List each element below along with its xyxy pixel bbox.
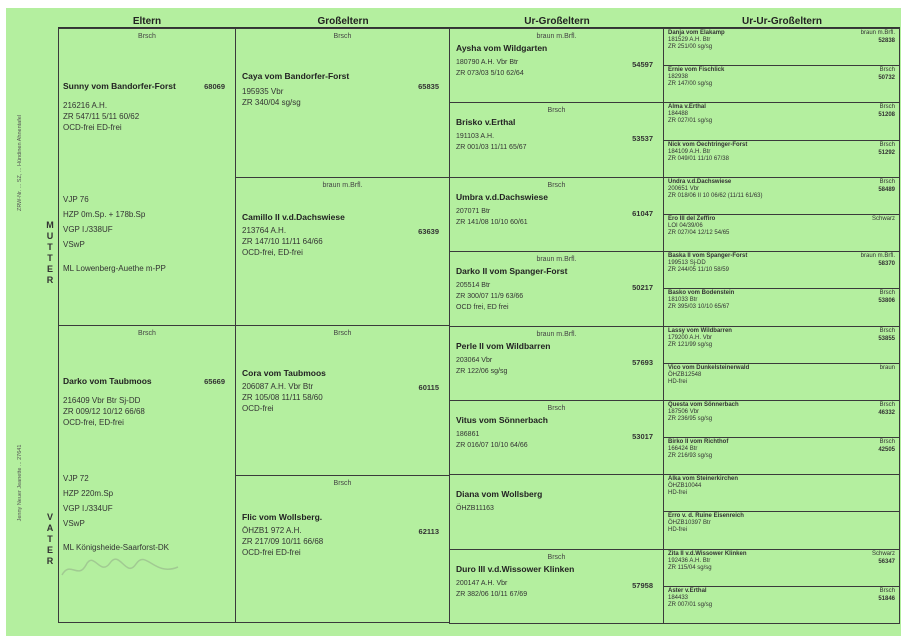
line-1: 184109 A.H. Btr xyxy=(668,148,711,155)
coat-color: Brsch xyxy=(333,33,352,40)
line-1: ÖHZB10044 xyxy=(668,483,702,490)
mutter-label: M U T T E R xyxy=(46,220,54,285)
great-great-grandparent-10 xyxy=(663,363,900,401)
animal-entry xyxy=(668,290,843,311)
animal-name: Zita II v.d.Wissower Klinken xyxy=(668,550,747,557)
header-eltern: Eltern xyxy=(58,16,236,28)
animal-entry xyxy=(242,71,445,108)
line-1: 192436 A.H. Btr xyxy=(668,557,711,564)
animal-name: Perle II vom Wildbarren xyxy=(456,340,551,351)
left-margin xyxy=(6,8,38,636)
line-1: 213764 A.H. xyxy=(242,226,287,235)
animal-name: Basko vom Bodenstein xyxy=(668,290,735,297)
reg-number: 53017 xyxy=(632,431,653,441)
perf-item: HZP 0m.Sp. + 178b.Sp xyxy=(63,210,146,219)
coat-color: Brsch xyxy=(333,480,352,487)
reg-number: 57958 xyxy=(632,580,653,590)
coat-color: Brsch xyxy=(333,330,352,337)
reg-number: 68069 xyxy=(204,82,225,91)
reg-number: 53537 xyxy=(632,134,653,144)
line-2: ZR 244/05 11/10 58/59 xyxy=(668,267,729,274)
reg-number: 46332 xyxy=(878,409,895,416)
animal-name: Vico vom Dunkelsteinerwald xyxy=(668,364,750,371)
line-3: OCD-frei, ED-frei xyxy=(63,418,124,427)
animal-entry xyxy=(456,43,659,79)
line-2: ZR 122/06 sg/sg xyxy=(456,367,508,375)
grandparent-3 xyxy=(235,325,450,476)
great-grandparent-3 xyxy=(449,177,664,252)
animal-entry xyxy=(456,564,659,600)
line-1: ÖHZB10397 Btr xyxy=(668,520,711,527)
line-1: LOI 04/39/06 xyxy=(668,222,703,229)
line-1: 181033 Btr xyxy=(668,297,698,304)
reg-number: 57693 xyxy=(632,357,653,367)
line-1: ÖHZB11163 xyxy=(456,505,494,513)
animal-name: Baska II vom Spanger-Forst xyxy=(668,253,748,260)
line-3: OCD-frei ED-frei xyxy=(242,548,301,557)
animal-name: Diana vom Wollsberg xyxy=(456,489,543,500)
line-2: ZR 251/00 sg/sg xyxy=(668,44,713,50)
reg-number: 51292 xyxy=(878,149,895,156)
reg-number: 62113 xyxy=(418,527,439,536)
line-2: ZR 027/04 12/12 54/65 xyxy=(668,229,730,236)
reg-number: 50217 xyxy=(632,283,653,293)
line-1: 207071 Btr xyxy=(456,207,491,215)
perf-item: HZP 220m.Sp xyxy=(63,489,114,498)
animal-entry xyxy=(668,142,843,163)
great-great-grandparent-8 xyxy=(663,288,900,326)
great-grandparent-4 xyxy=(449,251,664,326)
line-1: 184488 xyxy=(668,111,689,118)
animal-name: Flic vom Wollsberg. xyxy=(242,512,323,522)
animal-name: Alka vom Steinerkirchen xyxy=(668,476,739,483)
reg-number: 65835 xyxy=(418,82,439,91)
line-2: ZR 018/06 II 10 06/62 (11/11 61/63) xyxy=(668,192,763,199)
line-1: 206087 A.H. Vbr Btr xyxy=(242,382,314,391)
animal-entry xyxy=(668,216,843,237)
line-2: ZR 115/04 sg/sg xyxy=(668,564,712,571)
reg-number: 65669 xyxy=(204,377,225,386)
animal-name: Ernie vom Fischlick xyxy=(668,67,725,74)
line-2: ZR 027/01 sg/sg xyxy=(668,118,713,125)
animal-entry xyxy=(456,415,659,451)
line-1: 181529 A.H. Btr xyxy=(668,37,711,43)
animal-name: Duro III v.d.Wissower Klinken xyxy=(456,563,575,574)
animal-entry xyxy=(668,328,843,349)
animal-name: Vitus vom Sönnerbach xyxy=(456,414,548,425)
animal-name: Darko II vom Spanger-Forst xyxy=(456,266,568,277)
great-great-grandparent-2 xyxy=(663,65,900,103)
great-great-grandparent-16 xyxy=(663,586,900,624)
line-1: 187506 Vbr xyxy=(668,408,700,415)
coat-color: Brsch xyxy=(138,330,156,337)
great-great-grandparent-3 xyxy=(663,102,900,140)
animal-entry xyxy=(668,439,843,460)
great-great-grandparent-13 xyxy=(663,474,900,512)
animal-entry xyxy=(668,253,843,274)
great-great-grandparent-5 xyxy=(663,177,900,215)
line-2: ZR 236/95 sg/sg xyxy=(668,415,713,422)
great-great-grandparent-7 xyxy=(663,251,900,289)
animal-name: Aysha vom Wildgarten xyxy=(456,43,548,53)
animal-entry xyxy=(63,81,231,133)
coat-color: Brsch xyxy=(547,181,566,189)
line-1: 166424 Btr xyxy=(668,446,698,453)
perf-item: VJP 72 xyxy=(63,474,89,483)
coat-color: Brsch xyxy=(879,290,895,297)
line-2: ZR 007/01 sg/sg xyxy=(668,601,713,608)
line-2: ZR 216/93 sg/sg xyxy=(668,453,713,460)
perf-item: VGP I./334UF xyxy=(63,504,113,513)
perf-item: VSwP xyxy=(63,240,85,249)
animal-entry xyxy=(668,588,843,609)
line-3: OCD-frei, ED-frei xyxy=(242,248,303,257)
header-grosseltern: Großeltern xyxy=(236,16,450,28)
line-2: HD-frei xyxy=(668,490,687,497)
great-great-grandparent-12 xyxy=(663,437,900,475)
animal-name: Nick vom Oechtringer-Forst xyxy=(668,141,748,148)
perf-item: VSwP xyxy=(63,519,85,528)
coat-color: Brsch xyxy=(879,141,895,148)
animal-name: Darko vom Taubmoos xyxy=(63,376,152,386)
line-2: ZR 049/01 11/10 67/38 xyxy=(668,155,729,162)
line-1: 216409 Vbr Btr Sj-DD xyxy=(63,396,141,405)
animal-entry xyxy=(456,192,659,228)
reg-number: 56347 xyxy=(878,558,895,565)
line-1: ÖHZB12548 xyxy=(668,371,702,378)
reg-number: 58370 xyxy=(878,261,895,268)
coat-color: Schwarz xyxy=(871,550,895,557)
header-ururgrosseltern: Ur-Ur-Großeltern xyxy=(664,16,900,28)
reg-number: 63639 xyxy=(418,227,439,236)
reg-number: 53855 xyxy=(878,335,895,342)
great-grandparent-1 xyxy=(449,28,664,103)
great-great-grandparent-4 xyxy=(663,140,900,178)
line-2: ZR 105/08 11/11 58/60 xyxy=(242,393,323,402)
line-1: 186861 xyxy=(456,430,480,438)
animal-name: Undra v.d.Dachswiese xyxy=(668,178,732,185)
animal-entry xyxy=(456,266,659,313)
coat-color: Brsch xyxy=(879,439,895,446)
animal-entry xyxy=(242,512,445,558)
animal-entry xyxy=(668,476,843,497)
line-2: ZR 147/10 11/11 64/66 xyxy=(242,237,323,246)
coat-color: Brsch xyxy=(879,587,895,594)
line-1: 180790 A.H. Vbr Btr xyxy=(456,59,519,66)
line-3: OCD-frei ED-frei xyxy=(63,123,122,132)
vater-label: V A T E R xyxy=(46,512,54,566)
perf-item: ML Lowenberg-Auethe m-PP xyxy=(63,264,166,273)
line-1: 182938 xyxy=(668,74,689,81)
line-2: ZR 300/07 11/9 63/66 xyxy=(456,293,524,301)
line-1: 200147 A.H. Vbr xyxy=(456,579,508,587)
coat-color: Brsch xyxy=(547,107,566,115)
reg-number: 42505 xyxy=(878,447,895,454)
coat-color: Brsch xyxy=(879,67,895,74)
animal-entry xyxy=(456,117,659,153)
animal-name: Camillo II v.d.Dachswiese xyxy=(242,212,345,222)
reg-number: 52838 xyxy=(878,38,895,44)
animal-name: Danja vom Elakamp xyxy=(668,30,725,36)
animal-entry xyxy=(668,551,843,572)
great-grandparent-2 xyxy=(449,102,664,177)
coat-color: Brsch xyxy=(879,327,895,334)
line-2: ZR 382/06 10/11 67/69 xyxy=(456,590,528,598)
coat-color: Brsch xyxy=(547,553,566,561)
great-grandparent-5 xyxy=(449,326,664,401)
great-great-grandparent-1 xyxy=(663,28,900,66)
coat-color: Brsch xyxy=(138,33,156,40)
animal-name: Caya vom Bandorfer-Forst xyxy=(242,71,350,81)
great-grandparent-7 xyxy=(449,474,664,549)
animal-name: Ero III del Zeffiro xyxy=(668,215,716,222)
kennel-stamp: ZRW-Nr. ... SZ, ... Hündinen Ahnentafel xyxy=(17,114,23,212)
line-2: ZR 395/03 10/10 65/67 xyxy=(668,304,730,311)
great-grandparent-6 xyxy=(449,400,664,475)
line-1: 199513 Sj-DD xyxy=(668,260,706,267)
performance-list xyxy=(63,192,231,276)
animal-name: Lassy vom Wildbarren xyxy=(668,327,732,334)
line-1: 191103 A.H. xyxy=(456,133,495,141)
reg-number: 61047 xyxy=(632,208,653,218)
perf-item: VJP 76 xyxy=(63,195,89,204)
line-3: OCD frei, ED frei xyxy=(456,304,509,312)
animal-name: Aster v.Erthal xyxy=(668,587,707,594)
animal-entry xyxy=(242,368,445,414)
pedigree-table xyxy=(58,16,900,623)
line-2: ZR 340/04 sg/sg xyxy=(242,98,301,107)
perf-item: VGP I./338UF xyxy=(63,225,113,234)
line-1: 205514 Btr xyxy=(456,282,491,290)
line-1: 203064 Vbr xyxy=(456,356,493,364)
animal-entry xyxy=(668,179,843,200)
coat-color: Brsch xyxy=(879,104,895,111)
animal-name: Alma v.Erthal xyxy=(668,104,706,111)
coat-color: braun xyxy=(879,364,895,371)
reg-number: 53806 xyxy=(878,298,895,305)
grandparent-4 xyxy=(235,475,450,623)
animal-entry xyxy=(668,104,843,125)
reg-number: 60115 xyxy=(418,383,439,392)
performance-list xyxy=(63,471,231,555)
line-2: ZR 009/12 10/12 66/68 xyxy=(63,407,145,416)
reg-number: 51208 xyxy=(878,112,895,119)
breeder-stamp: Jenny Neuer Jeanette ... 27641 xyxy=(17,444,23,522)
animal-name: Brisko v.Erthal xyxy=(456,117,516,128)
line-2: ZR 016/07 10/10 64/66 xyxy=(456,441,528,449)
line-2: ZR 073/03 5/10 62/64 xyxy=(456,70,524,77)
line-2: HD-frei xyxy=(668,527,687,534)
line-1: 200651 Vbr xyxy=(668,185,700,192)
line-1: 216216 A.H. xyxy=(63,101,108,110)
great-grandparent-8 xyxy=(449,549,664,624)
coat-color: braun m.Brfl. xyxy=(860,253,895,260)
reg-number: 58489 xyxy=(878,186,895,193)
line-2: ZR 121/99 sg/sg xyxy=(668,341,713,348)
coat-color: Brsch xyxy=(547,404,566,412)
line-2: ZR 147/00 sg/sg xyxy=(668,81,713,88)
great-great-grandparent-9 xyxy=(663,326,900,364)
reg-number: 51846 xyxy=(878,595,895,602)
line-2: ZR 141/08 10/10 60/61 xyxy=(456,218,528,226)
grandparent-2 xyxy=(235,177,450,326)
coat-color: braun m.Brfl. xyxy=(536,33,577,40)
parent-father xyxy=(58,325,236,623)
parent-mother xyxy=(58,28,236,326)
animal-name: Cora vom Taubmoos xyxy=(242,368,326,378)
animal-entry xyxy=(456,489,659,514)
line-2: ZR 547/11 5/11 60/62 xyxy=(63,112,140,121)
line-3: OCD-frei xyxy=(242,404,274,413)
animal-entry xyxy=(668,365,843,386)
animal-entry xyxy=(668,30,843,51)
grandparent-1 xyxy=(235,28,450,178)
line-1: 179200 A.H. Vbr xyxy=(668,334,713,341)
animal-name: Umbra v.d.Dachswiese xyxy=(456,191,548,202)
perf-item xyxy=(63,252,231,261)
animal-name: Birko II vom Richthof xyxy=(668,439,729,446)
header-urgrosseltern: Ur-Großeltern xyxy=(450,16,664,28)
line-1: 184433 xyxy=(668,594,689,601)
animal-entry xyxy=(668,513,843,534)
coat-color: braun m.Brfl. xyxy=(536,256,577,264)
animal-name: Questa vom Sönnerbach xyxy=(668,401,739,408)
line-1: 195935 Vbr xyxy=(242,87,284,96)
coat-color: Brsch xyxy=(879,178,895,185)
animal-entry xyxy=(668,67,843,88)
coat-color: Schwarz xyxy=(871,215,895,222)
perf-item xyxy=(63,531,231,540)
animal-name: Sunny vom Bandorfer-Forst xyxy=(63,81,176,91)
great-great-grandparent-11 xyxy=(663,400,900,438)
line-1: ÖHZB1 972 A.H. xyxy=(242,526,302,535)
coat-color: braun m.Brfl. xyxy=(536,330,577,338)
line-2: ZR 001/03 11/11 65/67 xyxy=(456,144,527,152)
animal-entry xyxy=(668,402,843,423)
reg-number: 54597 xyxy=(632,60,653,69)
coat-color: Brsch xyxy=(879,401,895,408)
coat-color: braun m.Brfl. xyxy=(860,30,895,36)
animal-entry xyxy=(63,376,231,428)
animal-name: Erro v. d. Ruine Eisenreich xyxy=(668,513,744,520)
line-2: ZR 217/09 10/11 66/68 xyxy=(242,537,324,546)
great-great-grandparent-6 xyxy=(663,214,900,252)
coat-color: braun m.Brfl. xyxy=(322,182,363,189)
animal-entry xyxy=(456,341,659,377)
great-great-grandparent-14 xyxy=(663,511,900,549)
animal-entry xyxy=(242,212,445,258)
perf-item: ML Königsheide-Saarforst-DK xyxy=(63,543,169,552)
reg-number: 50732 xyxy=(878,75,895,82)
great-great-grandparent-15 xyxy=(663,549,900,587)
line-2: HD-frei xyxy=(668,378,687,385)
